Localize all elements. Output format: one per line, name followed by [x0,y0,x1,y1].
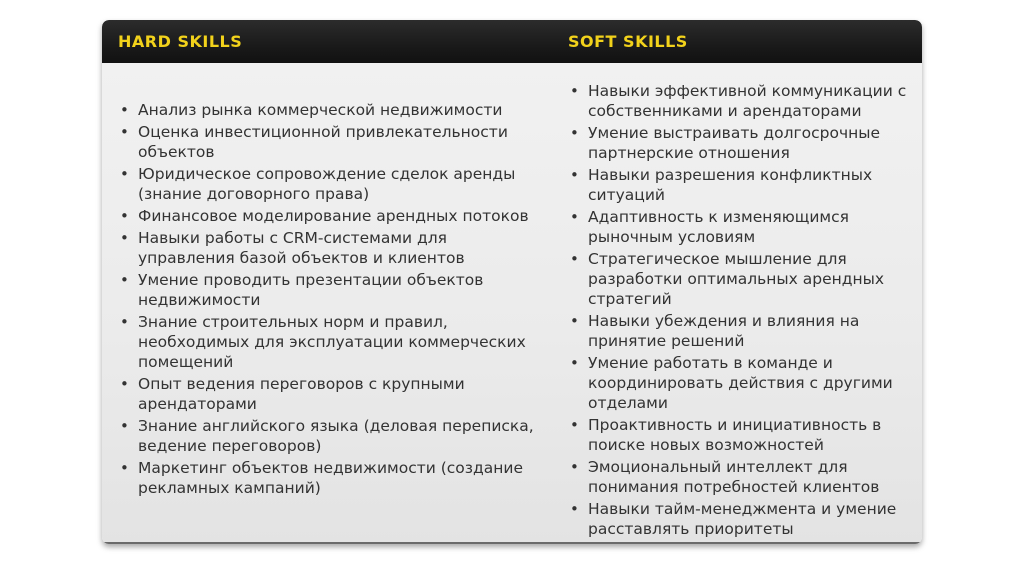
list-item [118,416,548,456]
list-item [568,123,913,163]
bullet-icon: • [570,500,579,518]
list-item [568,81,913,121]
bullet-icon: • [120,375,129,393]
hard-skill-text: Умение проводить презентации объектов недвижимости [138,271,484,309]
hard-skill-text: Навыки работы с CRM-системами для управления базой объектов и клиентов [138,229,465,267]
soft-skill-text: Стратегическое мышление для разработки оптимальных арендных стратегий [588,250,885,308]
hard-skill-text: Знание английского языка (деловая переписка, ведение переговоров) [138,417,534,455]
list-item [568,457,913,497]
bullet-icon: • [570,354,579,372]
hard-skill-text: Оценка инвестиционной привлекательности объектов [138,123,508,161]
bullet-icon: • [120,101,129,119]
soft-skills-heading: SOFT SKILLS [568,32,688,51]
hard-skill-text: Знание строительных норм и правил, необходимых для эксплуатации коммерческих помещений [138,313,526,371]
list-item [118,122,548,162]
hard-skill-text: Юридическое сопровождение сделок аренды (знание договорного права) [138,165,516,203]
soft-skill-text: Навыки убеждения и влияния на принятие решений [588,312,860,350]
hard-skill-text: Опыт ведения переговоров с крупными арендаторами [138,375,465,413]
soft-skill-text: Проактивность и инициативность в поиске новых возможностей [588,416,882,454]
soft-skill-text: Умение работать в команде и координировать действия с другими отделами [588,354,893,412]
bullet-icon: • [120,123,129,141]
bullet-icon: • [120,229,129,247]
hard-skill-text: Анализ рынка коммерческой недвижимости [138,101,503,119]
soft-skill-text: Умение выстраивать долгосрочные партнерские отношения [588,124,881,162]
list-item [568,165,913,205]
hard-skills-heading: HARD SKILLS [118,32,243,51]
list-item [118,270,548,310]
list-item [118,228,548,268]
bullet-icon: • [570,166,579,184]
list-item [118,312,548,372]
list-item [568,207,913,247]
hard-skill-text: Финансовое моделирование арендных потоков [138,207,529,225]
list-item [118,374,548,414]
bullet-icon: • [120,165,129,183]
bullet-icon: • [120,313,129,331]
list-item [568,249,913,309]
bullet-icon: • [120,271,129,289]
list-item [118,100,548,120]
soft-skill-text: Эмоциональный интеллект для понимания потребностей клиентов [588,458,880,496]
list-item [118,164,548,204]
table-header [102,20,922,63]
soft-skill-text: Навыки разрешения конфликтных ситуаций [588,166,873,204]
bullet-icon: • [570,124,579,142]
bullet-icon: • [120,207,129,225]
list-item [118,206,548,226]
soft-skill-text: Адаптивность к изменяющимся рыночным условиям [588,208,849,246]
list-item [568,353,913,413]
soft-skills-list [568,81,913,541]
bullet-icon: • [570,208,579,226]
hard-skill-text: Маркетинг объектов недвижимости (создание рекламных кампаний) [138,459,523,497]
bullet-icon: • [570,312,579,330]
bullet-icon: • [570,250,579,268]
list-item [118,458,548,498]
hard-skills-list [118,100,548,500]
bullet-icon: • [570,416,579,434]
soft-skill-text: Навыки тайм-менеджмента и умение расставлять приоритеты [588,500,897,538]
bullet-icon: • [120,459,129,477]
bottom-divider [102,542,922,544]
skills-table-card [102,20,922,544]
bullet-icon: • [570,458,579,476]
bullet-icon: • [120,417,129,435]
bullet-icon: • [570,82,579,100]
list-item [568,415,913,455]
soft-skill-text: Навыки эффективной коммуникации с собственниками и арендаторами [588,82,907,120]
list-item [568,311,913,351]
list-item [568,499,913,539]
